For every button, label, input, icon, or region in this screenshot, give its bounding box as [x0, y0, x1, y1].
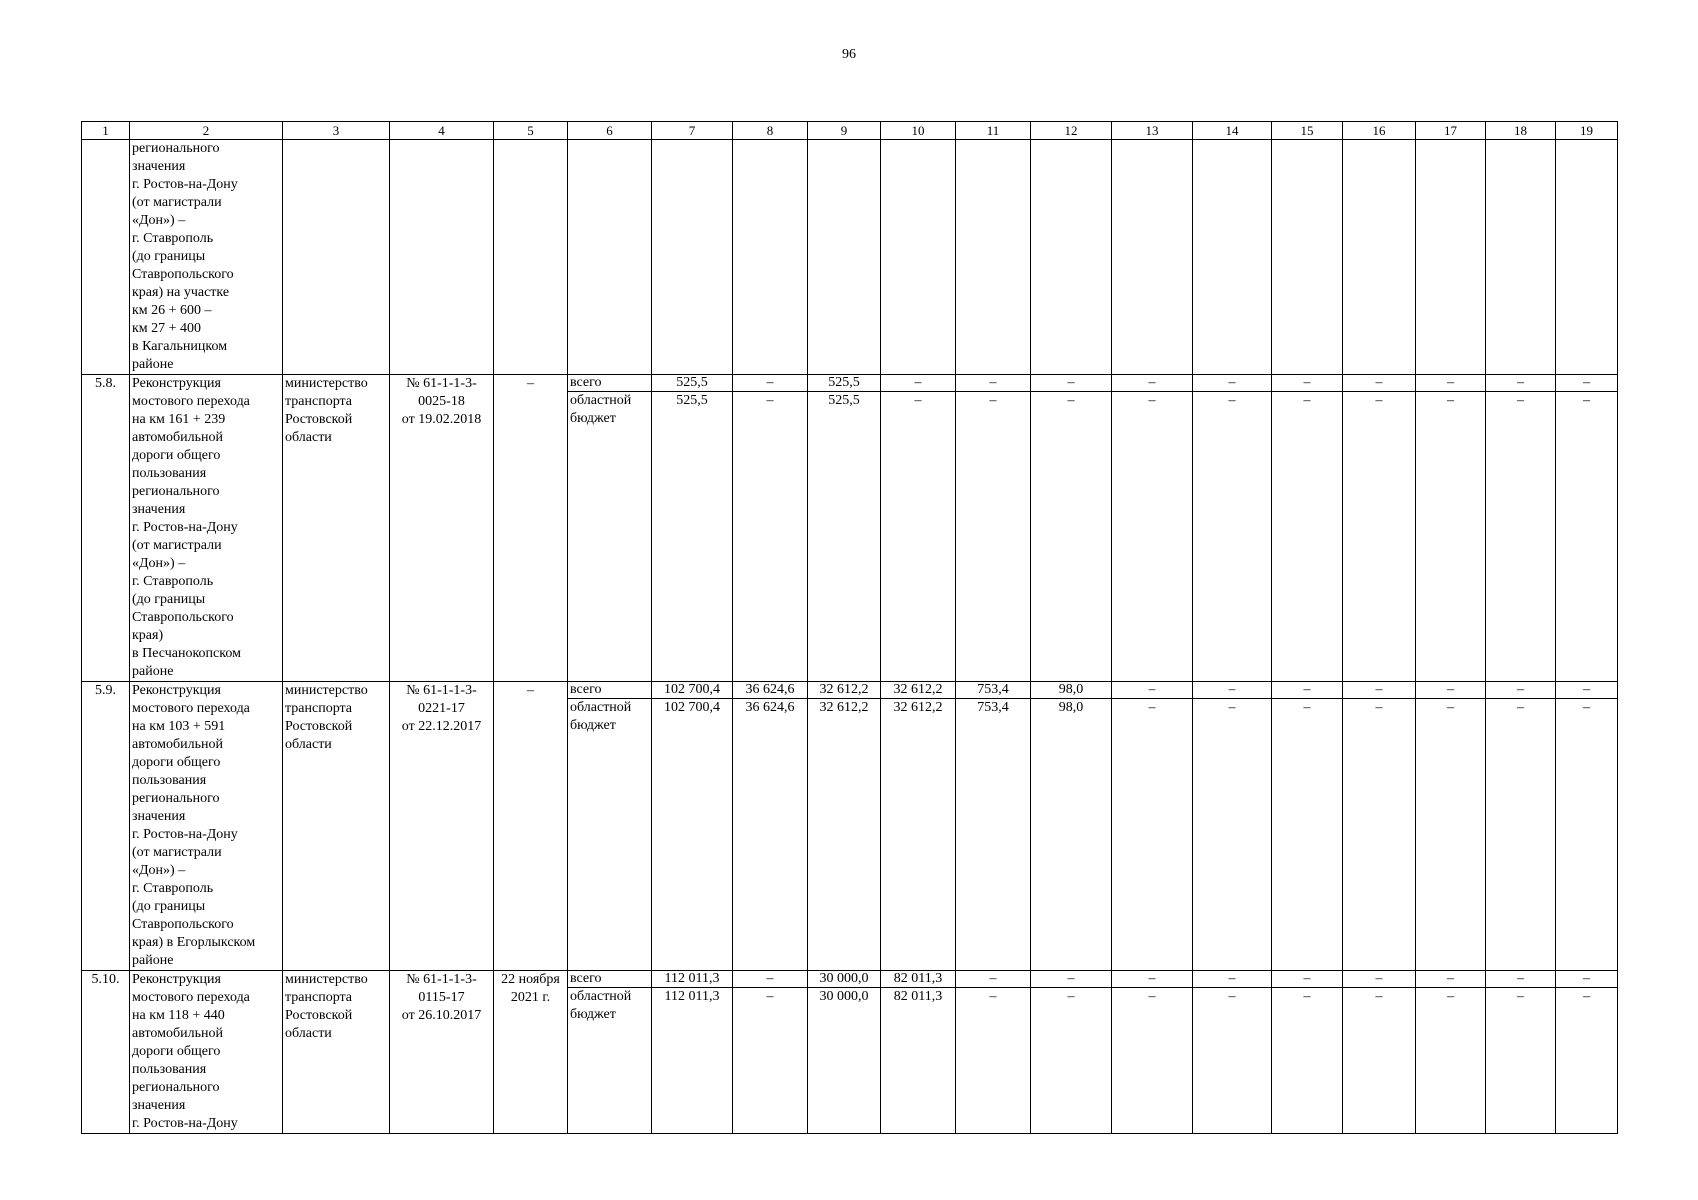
- cell-empty: [733, 140, 808, 375]
- cell-empty: [1193, 140, 1272, 375]
- page-number: 96: [842, 47, 856, 62]
- cell-value: 525,5: [808, 392, 881, 682]
- cell-value: –: [1112, 699, 1193, 971]
- cell-line: транспорта: [285, 990, 353, 1005]
- cell-value: –: [1556, 682, 1618, 699]
- cell-value: –: [1556, 988, 1618, 1134]
- cell-line: г. Ростов-на-Дону: [132, 827, 238, 842]
- cell-line: бюджет: [570, 1007, 616, 1022]
- cell-value: –: [1112, 375, 1193, 392]
- cell-line: автомобильной: [132, 1026, 223, 1041]
- cell-responsible: [283, 971, 390, 1134]
- cell-line: Ростовской: [285, 412, 353, 427]
- cell-empty: [1486, 140, 1556, 375]
- cell-empty: [390, 140, 494, 375]
- cell-document: [390, 375, 494, 682]
- cell-value: 32 612,2: [808, 682, 881, 699]
- table-row: [82, 971, 1618, 988]
- cell-value: –: [1343, 988, 1416, 1134]
- cell-line: –: [527, 376, 534, 391]
- cell-value: –: [1112, 392, 1193, 682]
- cell-value: –: [1486, 375, 1556, 392]
- cell-value: 753,4: [956, 682, 1031, 699]
- cell-line: № 61-1-1-3-: [406, 376, 477, 391]
- cell-line: области: [285, 430, 332, 445]
- cell-value: –: [1193, 699, 1272, 971]
- cell-value: –: [1272, 699, 1343, 971]
- cell-line: (от магистрали: [132, 538, 222, 553]
- cell-value: –: [1193, 375, 1272, 392]
- cell-value: –: [1416, 699, 1486, 971]
- table-body: [82, 122, 1618, 1134]
- cell-line: бюджет: [570, 718, 616, 733]
- header-cell: 8: [733, 122, 808, 140]
- cell-value: 32 612,2: [808, 699, 881, 971]
- cell-line: области: [285, 1026, 332, 1041]
- cell-value: –: [1416, 682, 1486, 699]
- cell-line: км 27 + 400: [132, 321, 202, 336]
- cell-value: 32 612,2: [881, 682, 956, 699]
- cell-value: 98,0: [1031, 682, 1112, 699]
- cell-date: [494, 682, 568, 971]
- cell-value: –: [1416, 392, 1486, 682]
- cell-line: бюджет: [570, 411, 616, 426]
- cell-source: [568, 988, 652, 1134]
- cell-value: –: [956, 971, 1031, 988]
- cell-value: –: [1343, 392, 1416, 682]
- cell-source: всего: [568, 682, 652, 699]
- cell-line: на км 118 + 440: [132, 1008, 225, 1023]
- table-row: [82, 682, 1618, 699]
- cell-line: края) в Егорлыкском: [132, 935, 256, 950]
- cell-value: –: [1416, 971, 1486, 988]
- cell-line: на км 161 + 239: [132, 412, 226, 427]
- cell-line: министерство: [285, 972, 368, 987]
- column-number-header: [82, 122, 1618, 140]
- header-cell: 6: [568, 122, 652, 140]
- cell-number: [82, 140, 130, 375]
- cell-value: 112 011,3: [652, 988, 733, 1134]
- cell-value: –: [1486, 988, 1556, 1134]
- cell-value: –: [956, 375, 1031, 392]
- cell-value: –: [1112, 988, 1193, 1134]
- cell-line: в Песчанокопском: [132, 646, 241, 661]
- cell-line: в Кагальницком: [132, 339, 228, 354]
- cell-value: –: [1031, 971, 1112, 988]
- cell-value: –: [1486, 699, 1556, 971]
- cell-line: края): [132, 628, 164, 643]
- cell-empty: [881, 140, 956, 375]
- cell-line: Ставропольского: [132, 610, 234, 625]
- cell-empty: [1031, 140, 1112, 375]
- cell-line: г. Ростов-на-Дону: [132, 1116, 238, 1131]
- cell-value: 30 000,0: [808, 971, 881, 988]
- cell-line: области: [285, 737, 332, 752]
- cell-line: областной: [570, 393, 632, 408]
- header-cell: 13: [1112, 122, 1193, 140]
- cell-empty: [956, 140, 1031, 375]
- cell-line: значения: [132, 159, 186, 174]
- cell-line: значения: [132, 502, 186, 517]
- cell-empty: [283, 140, 390, 375]
- cell-line: г. Ставрополь: [132, 231, 214, 246]
- cell-object-name: [130, 682, 283, 971]
- cell-line: министерство: [285, 376, 368, 391]
- cell-number: 5.9.: [82, 682, 130, 971]
- cell-line: автомобильной: [132, 737, 223, 752]
- cell-line: Ростовской: [285, 719, 353, 734]
- cell-value: –: [1193, 392, 1272, 682]
- cell-line: дороги общего: [132, 1044, 221, 1059]
- cell-document: [390, 971, 494, 1134]
- cell-value: –: [1486, 971, 1556, 988]
- cell-empty: [568, 140, 652, 375]
- header-cell: 12: [1031, 122, 1112, 140]
- cell-line: на км 103 + 591: [132, 719, 226, 734]
- cell-value: 82 011,3: [881, 971, 956, 988]
- header-cell: 14: [1193, 122, 1272, 140]
- cell-value: –: [1343, 375, 1416, 392]
- cell-value: 36 624,6: [733, 699, 808, 971]
- cell-value: –: [1193, 971, 1272, 988]
- header-cell: 4: [390, 122, 494, 140]
- cell-value: –: [881, 375, 956, 392]
- cell-line: автомобильной: [132, 430, 223, 445]
- cell-line: значения: [132, 1098, 186, 1113]
- cell-line: дороги общего: [132, 755, 221, 770]
- header-cell: 19: [1556, 122, 1618, 140]
- cell-value: 525,5: [808, 375, 881, 392]
- cell-line: транспорта: [285, 394, 353, 409]
- cell-value: –: [733, 971, 808, 988]
- cell-value: –: [1272, 392, 1343, 682]
- cell-value: –: [1556, 375, 1618, 392]
- cell-line: Реконструкция: [132, 972, 221, 987]
- header-cell: 9: [808, 122, 881, 140]
- cell-line: регионального: [132, 484, 220, 499]
- cell-line: пользования: [132, 1062, 207, 1077]
- cell-line: мостового перехода: [132, 990, 250, 1005]
- cell-line: районе: [132, 357, 174, 372]
- cell-value: –: [1112, 971, 1193, 988]
- cell-line: г. Ростов-на-Дону: [132, 520, 238, 535]
- cell-value: –: [1272, 682, 1343, 699]
- cell-value: –: [733, 392, 808, 682]
- cell-line: мостового перехода: [132, 394, 250, 409]
- cell-value: –: [1416, 988, 1486, 1134]
- cell-line: –: [527, 683, 534, 698]
- cell-line: районе: [132, 664, 174, 679]
- cell-value: –: [956, 392, 1031, 682]
- cell-value: 98,0: [1031, 699, 1112, 971]
- cell-line: «Дон») –: [132, 863, 186, 878]
- header-cell: 1: [82, 122, 130, 140]
- cell-responsible: [283, 375, 390, 682]
- cell-source: [568, 392, 652, 682]
- cell-line: 22 ноября: [501, 972, 560, 987]
- cell-value: –: [956, 988, 1031, 1134]
- cell-line: 2021 г.: [510, 990, 551, 1005]
- cell-responsible: [283, 682, 390, 971]
- cell-source: [568, 699, 652, 971]
- cell-line: регионального: [132, 141, 220, 156]
- cell-value: 36 624,6: [733, 682, 808, 699]
- header-cell: 3: [283, 122, 390, 140]
- cell-document: [390, 682, 494, 971]
- cell-line: дороги общего: [132, 448, 221, 463]
- cell-value: 525,5: [652, 375, 733, 392]
- cell-line: районе: [132, 953, 174, 968]
- cell-value: –: [1193, 988, 1272, 1134]
- cell-value: –: [1031, 375, 1112, 392]
- cell-object-name: [130, 971, 283, 1134]
- cell-value: –: [1031, 392, 1112, 682]
- cell-value: –: [1112, 682, 1193, 699]
- cell-value: –: [1556, 392, 1618, 682]
- cell-value: –: [1031, 988, 1112, 1134]
- cell-line: «Дон») –: [132, 213, 186, 228]
- cell-empty: [1343, 140, 1416, 375]
- cell-value: –: [1272, 375, 1343, 392]
- cell-empty: [652, 140, 733, 375]
- cell-line: транспорта: [285, 701, 353, 716]
- cell-value: –: [1343, 699, 1416, 971]
- cell-line: министерство: [285, 683, 368, 698]
- cell-value: –: [1416, 375, 1486, 392]
- cell-source: всего: [568, 375, 652, 392]
- cell-value: 112 011,3: [652, 971, 733, 988]
- cell-value: –: [1486, 682, 1556, 699]
- header-cell: 15: [1272, 122, 1343, 140]
- header-cell: 2: [130, 122, 283, 140]
- cell-line: пользования: [132, 773, 207, 788]
- header-cell: 16: [1343, 122, 1416, 140]
- cell-value: –: [1486, 392, 1556, 682]
- cell-number: 5.10.: [82, 971, 130, 1134]
- cell-line: (от магистрали: [132, 845, 222, 860]
- cell-value: 753,4: [956, 699, 1031, 971]
- cell-value: –: [1556, 971, 1618, 988]
- cell-line: (до границы: [132, 249, 206, 264]
- cell-line: регионального: [132, 791, 220, 806]
- cell-line: г. Ставрополь: [132, 881, 214, 896]
- budget-table: [81, 121, 1618, 1134]
- cell-line: (до границы: [132, 592, 206, 607]
- header-cell: 5: [494, 122, 568, 140]
- cell-value: 32 612,2: [881, 699, 956, 971]
- cell-value: –: [1193, 682, 1272, 699]
- header-cell: 17: [1416, 122, 1486, 140]
- cell-value: –: [733, 375, 808, 392]
- cell-value: 82 011,3: [881, 988, 956, 1134]
- cell-line: от 26.10.2017: [401, 1008, 482, 1023]
- cell-line: Ставропольского: [132, 267, 234, 282]
- cell-object-name: [130, 140, 283, 375]
- cell-line: от 19.02.2018: [401, 412, 482, 427]
- cell-line: № 61-1-1-3-: [406, 683, 477, 698]
- table-row: [82, 375, 1618, 392]
- cell-line: «Дон») –: [132, 556, 186, 571]
- cell-value: –: [1343, 971, 1416, 988]
- cell-line: мостового перехода: [132, 701, 250, 716]
- cell-value: 525,5: [652, 392, 733, 682]
- cell-empty: [1272, 140, 1343, 375]
- cell-line: 0221-17: [418, 701, 465, 716]
- header-cell: 10: [881, 122, 956, 140]
- cell-date: [494, 971, 568, 1134]
- cell-empty: [808, 140, 881, 375]
- cell-line: Ставропольского: [132, 917, 234, 932]
- cell-empty: [1556, 140, 1618, 375]
- cell-line: края) на участке: [132, 285, 230, 300]
- cell-value: 102 700,4: [652, 682, 733, 699]
- cell-line: № 61-1-1-3-: [406, 972, 477, 987]
- cell-value: –: [1272, 988, 1343, 1134]
- cell-line: Ростовской: [285, 1008, 353, 1023]
- cell-line: 0115-17: [418, 990, 465, 1005]
- cell-line: пользования: [132, 466, 207, 481]
- cell-line: регионального: [132, 1080, 220, 1095]
- header-cell: 7: [652, 122, 733, 140]
- cell-line: Реконструкция: [132, 376, 221, 391]
- cell-value: –: [1343, 682, 1416, 699]
- cell-line: значения: [132, 809, 186, 824]
- cell-line: (до границы: [132, 899, 206, 914]
- header-cell: 18: [1486, 122, 1556, 140]
- cell-value: 30 000,0: [808, 988, 881, 1134]
- cell-value: –: [733, 988, 808, 1134]
- cell-line: Реконструкция: [132, 683, 221, 698]
- cell-empty: [1416, 140, 1486, 375]
- table-row-continuation: [82, 140, 1618, 375]
- cell-line: г. Ставрополь: [132, 574, 214, 589]
- cell-line: км 26 + 600 –: [132, 303, 212, 318]
- cell-number: 5.8.: [82, 375, 130, 682]
- cell-value: –: [1272, 971, 1343, 988]
- cell-empty: [1112, 140, 1193, 375]
- cell-source: всего: [568, 971, 652, 988]
- cell-line: областной: [570, 989, 632, 1004]
- header-cell: 11: [956, 122, 1031, 140]
- cell-value: –: [1556, 699, 1618, 971]
- cell-line: (от магистрали: [132, 195, 222, 210]
- cell-value: –: [881, 392, 956, 682]
- cell-line: г. Ростов-на-Дону: [132, 177, 238, 192]
- cell-object-name: [130, 375, 283, 682]
- cell-empty: [494, 140, 568, 375]
- cell-value: 102 700,4: [652, 699, 733, 971]
- cell-line: 0025-18: [418, 394, 465, 409]
- cell-line: областной: [570, 700, 632, 715]
- cell-date: [494, 375, 568, 682]
- cell-line: от 22.12.2017: [401, 719, 482, 734]
